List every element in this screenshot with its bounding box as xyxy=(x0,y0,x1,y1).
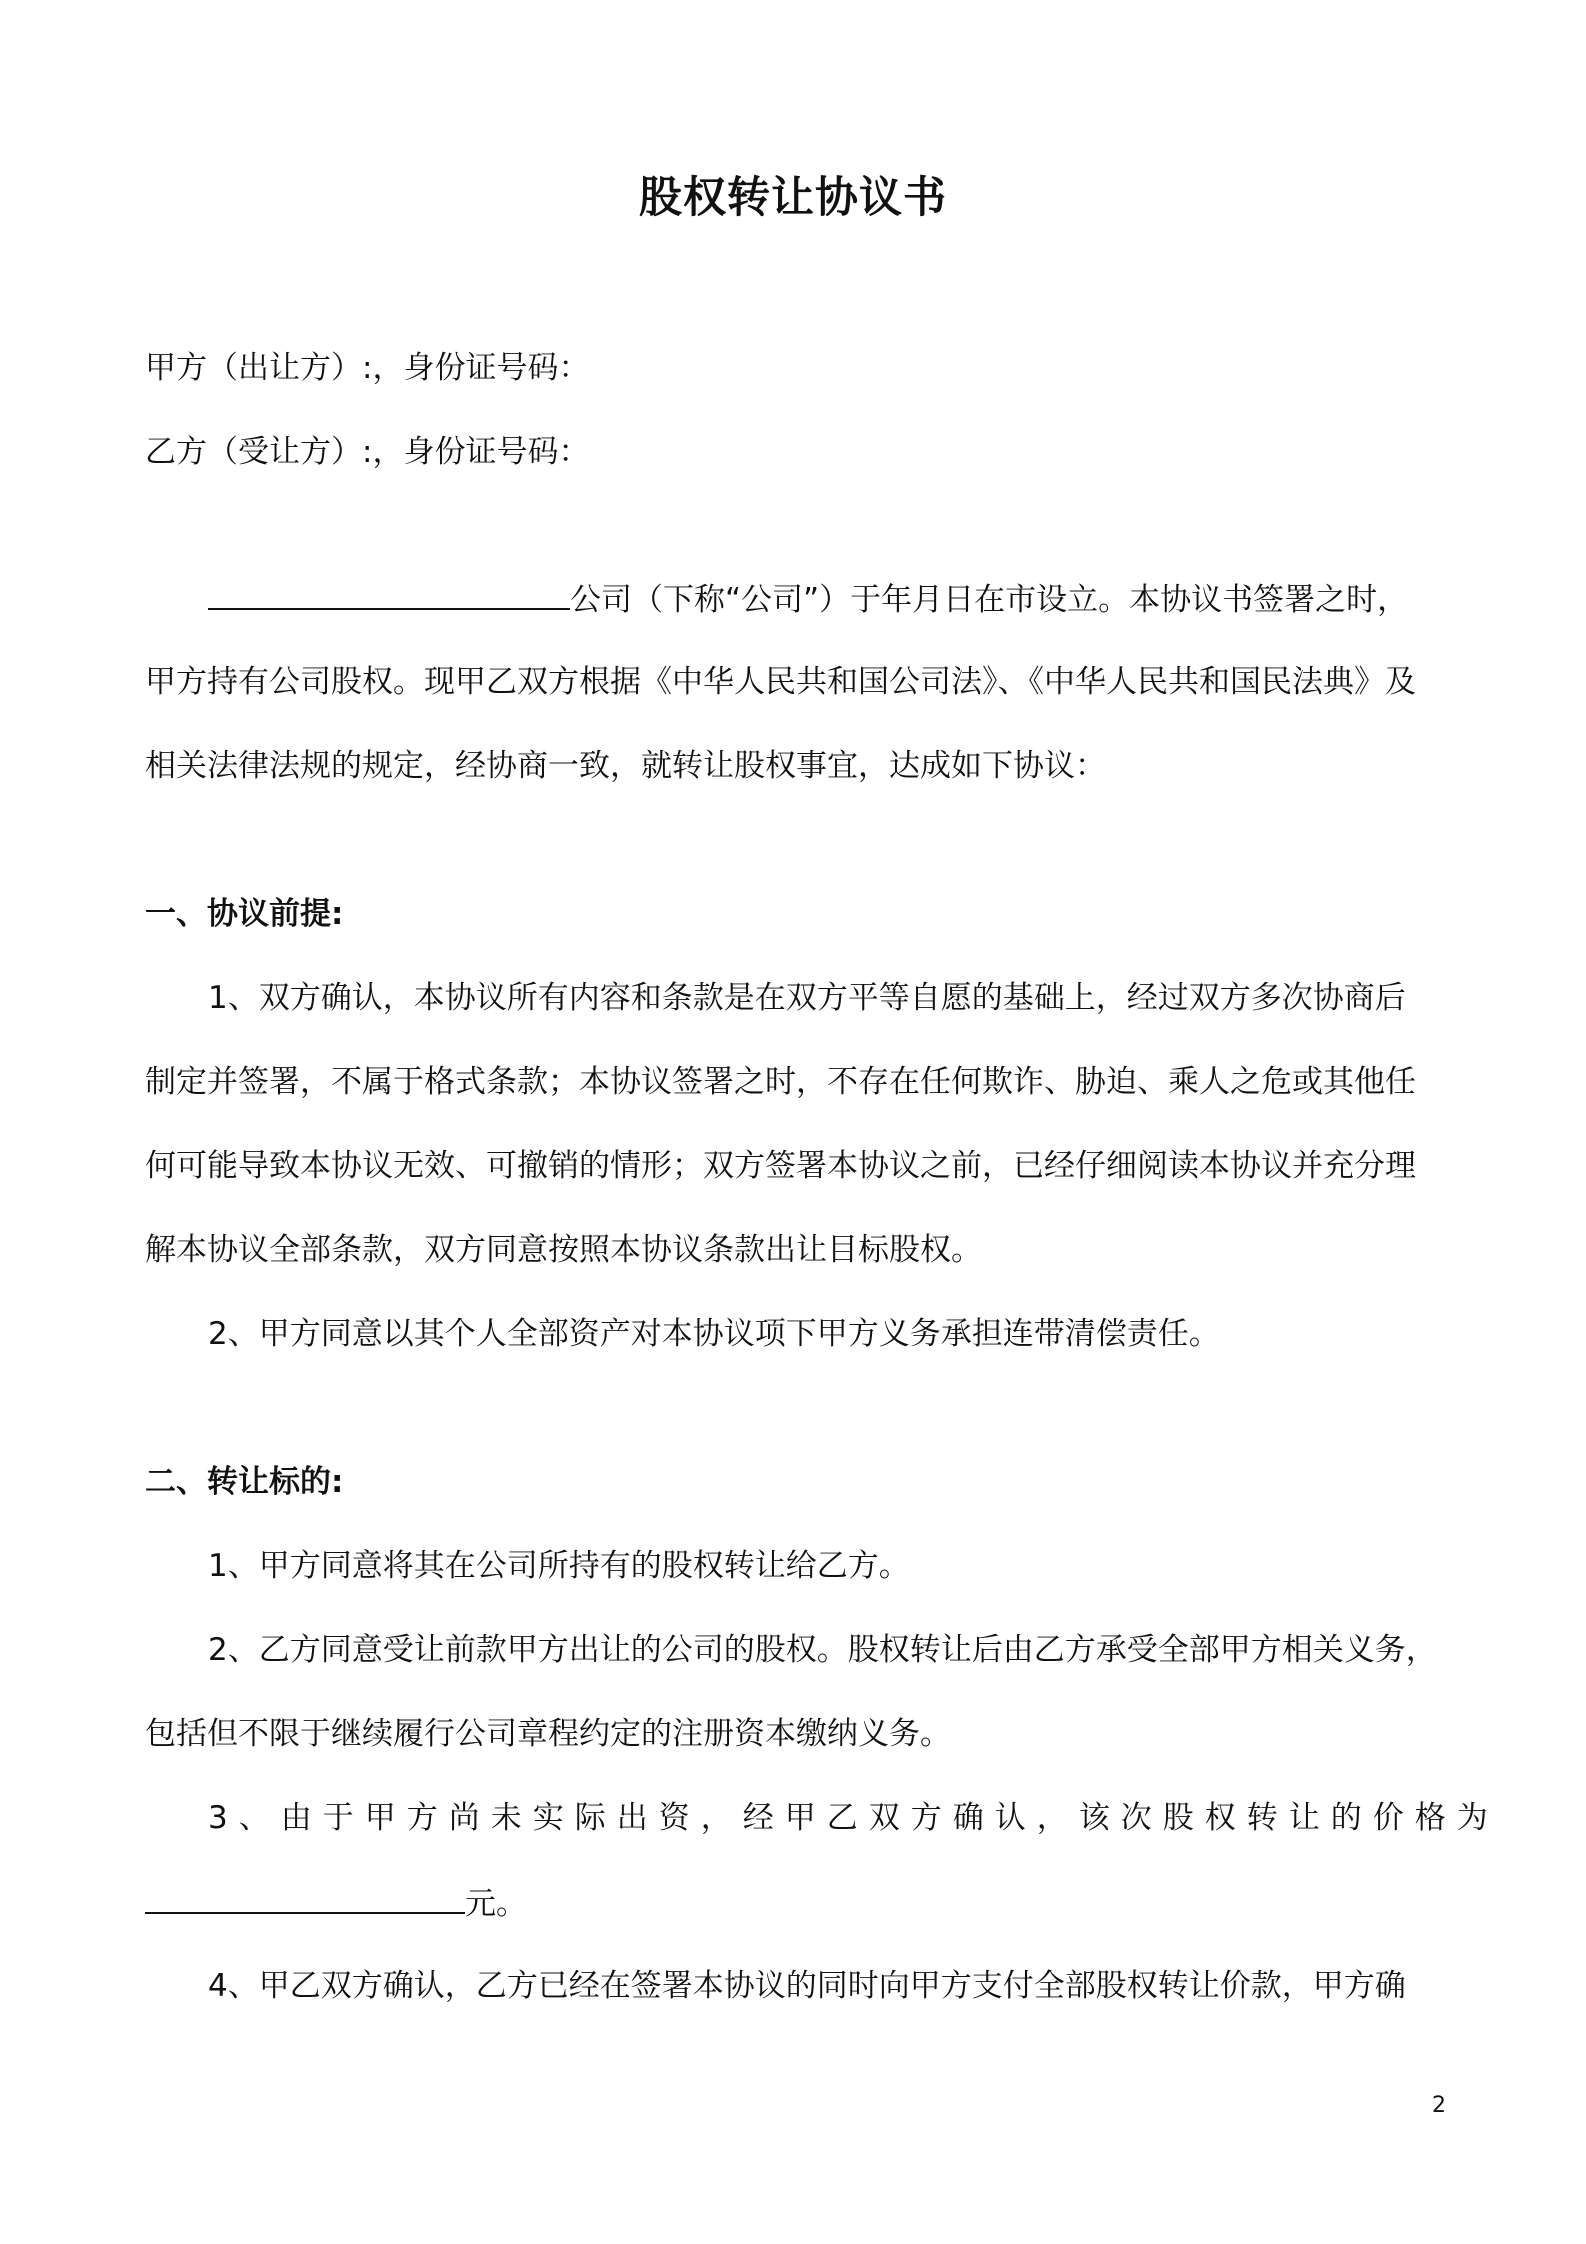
section-2-item-1: 1、甲方同意将其在公司所持有的股权转让给乙方。 xyxy=(208,1548,910,1584)
section-1-heading: 一、协议前提: xyxy=(145,896,344,932)
party-b-line: 乙方（受让方）:，身份证号码： xyxy=(145,434,590,470)
intro-line-2: 甲方持有公司股权。现甲乙双方根据《中华人民共和国公司法》、《中华人民共和国民法典》及 xyxy=(145,664,1416,700)
section-1-item-1-line-4: 解本协议全部条款，双方同意按照本协议条款出让目标股权。 xyxy=(145,1232,982,1268)
section-2-item-2-line-1: 2、乙方同意受让前款甲方出让的公司的股权。股权转让后由乙方承受全部甲方相关义务， xyxy=(208,1632,1437,1668)
section-1-item-1-line-3: 何可能导致本协议无效、可撤销的情形；双方签署本协议之前，已经仔细阅读本协议并充分理 xyxy=(145,1148,1416,1184)
section-2-heading: 二、转让标的: xyxy=(145,1464,344,1500)
company-name-blank xyxy=(208,578,570,610)
section-1-item-1-line-2: 制定并签署，不属于格式条款；本协议签署之时，不存在任何欺诈、胁迫、乘人之危或其他任 xyxy=(145,1064,1416,1100)
section-2-item-4: 4、甲乙双方确认，乙方已经在签署本协议的同时向甲方支付全部股权转让价款，甲方确 xyxy=(208,1968,1406,2004)
section-2-item-2-line-2: 包括但不限于继续履行公司章程约定的注册资本缴纳义务。 xyxy=(145,1716,951,1752)
document-title: 股权转让协议书 xyxy=(639,173,947,223)
page-number: 2 xyxy=(1432,2093,1446,2118)
section-1-item-1-line-1: 1、双方确认，本协议所有内容和条款是在双方平等自愿的基础上，经过双方多次协商后 xyxy=(208,980,1406,1016)
price-unit: 元。 xyxy=(465,1886,527,1922)
intro-line-1-text: 公司（下称“公司”）于年月日在市设立。本协议书签署之时， xyxy=(570,582,1409,618)
section-2-item-3-line-1: 3、由于甲方尚未实际出资，经甲乙双方确认，该次股权转让的价格为 xyxy=(208,1800,1499,1836)
price-blank xyxy=(145,1882,465,1914)
intro-line-3: 相关法律法规的规定，经协商一致，就转让股权事宜，达成如下协议： xyxy=(145,748,1106,784)
intro-line-1 xyxy=(208,578,1408,620)
section-2-item-3-line-2 xyxy=(145,1882,527,1924)
party-a-line: 甲方（出让方）:，身份证号码： xyxy=(145,350,590,386)
section-1-item-2: 2、甲方同意以其个人全部资产对本协议项下甲方义务承担连带清偿责任。 xyxy=(208,1316,1220,1352)
